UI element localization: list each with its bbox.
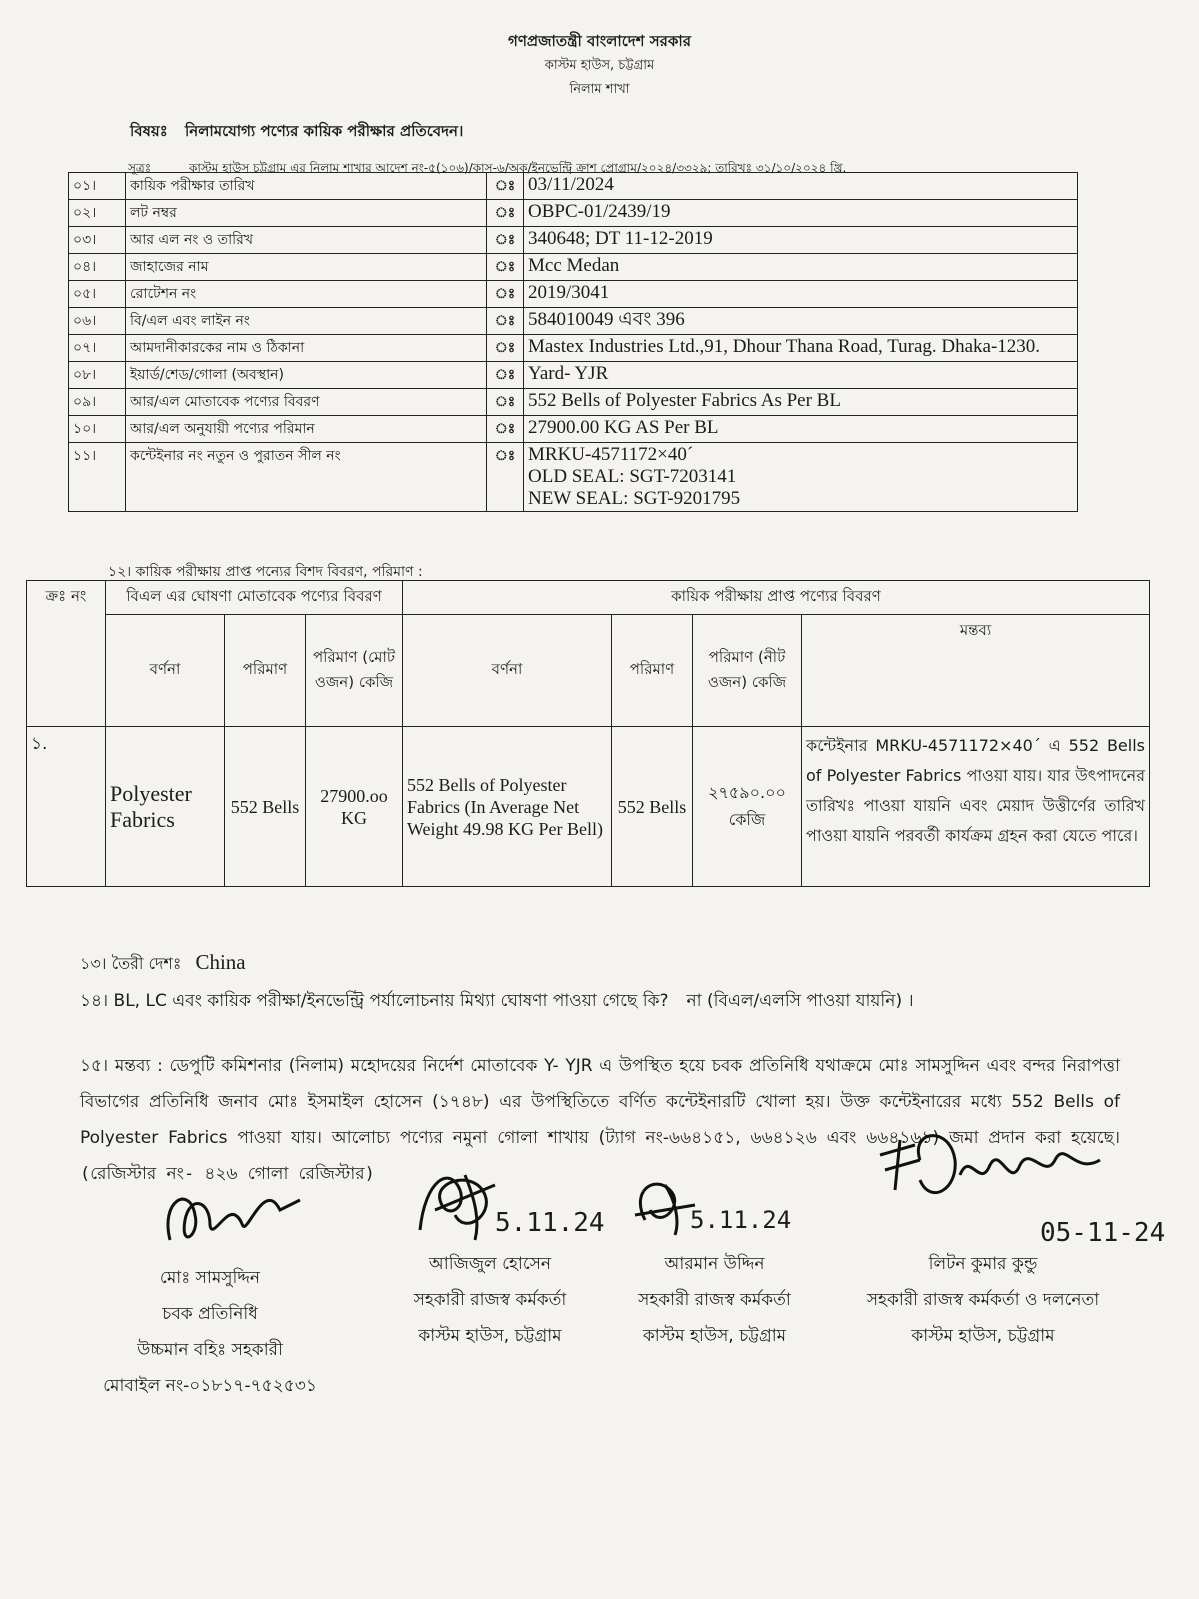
signatory-designation: উচ্চমান বহিঃ সহকারী xyxy=(137,1340,283,1360)
subject-label: বিষয়ঃ xyxy=(130,122,168,140)
col-remark: মন্তব্য xyxy=(802,615,1150,727)
col-bl-weight: পরিমাণ (মোট ওজন) কেজি xyxy=(306,615,403,727)
signatory-name: আজিজুল হোসেন xyxy=(428,1254,552,1274)
info-label: বি/এল এবং লাইন নং xyxy=(126,308,487,335)
info-sl: ০২। xyxy=(69,200,126,227)
info-label: আর/এল অনুযায়ী পণ্যের পরিমান xyxy=(126,416,487,443)
signatory-office: কাস্টম হাউস, চট্টগ্রাম xyxy=(911,1326,1055,1346)
col-found-group: কায়িক পরীক্ষায় প্রাপ্ত পণ্যের বিবরণ xyxy=(403,581,1150,615)
info-value: 340648; DT 11-12-2019 xyxy=(524,227,1078,254)
info-sl: ০৩। xyxy=(69,227,126,254)
info-table xyxy=(68,172,1078,512)
remarks-text: ১৫। মন্তব্য : ডেপুটি কমিশনার (নিলাম) মহোদয়ের নির্দেশ মোতাবেক Y- YJR এ উপস্থিত হয়ে চবক প্রতিনিধি যথাক্রমে মোঃ সামসুদ্দিন এবং বন্দর নিরাপত্তা বিভাগের প্রতিনিধি জনাব মোঃ ইসমাইল হোসেন (১৭৪৮) এর উপস্থিতিতে বর্ণিত কন্টেইনারটি খোলা হয়। উক্ত কন্টেইনারের মধ্যে 552 Bells of Polyester Fabrics পাওয়া যায়। আলোচ্য পণ্যের নমুনা গোলা শাখায় (ট্যাগ নং-৬৬৪১৫১, ৬৬৪১২৬ এবং ৬৬৪১৬১) জমা প্রদান করা হয়েছে। xyxy=(80,1056,1120,1148)
header-section: নিলাম শাখা xyxy=(569,82,630,97)
row-bl-weight: 27900.oo KG xyxy=(306,727,403,887)
info-row xyxy=(69,443,1078,512)
info-value: 584010049 এবং 396 xyxy=(524,308,1078,335)
signatory-name: মোঃ সামসুদ্দিন xyxy=(159,1268,261,1288)
info-row xyxy=(69,308,1078,335)
header-office: কাস্টম হাউস, চট্টগ্রাম xyxy=(544,58,655,73)
info-row xyxy=(69,254,1078,281)
info-sl: ০৬। xyxy=(69,308,126,335)
signatory-role: সহকারী রাজস্ব কর্মকর্তা xyxy=(413,1290,567,1310)
false-declaration-label: ১৪। BL, LC এবং কায়িক পরীক্ষা/ইনভেন্ট্রি পর্যালোচনায় মিথ্যা ঘোষণা পাওয়া গেছে কি? xyxy=(80,991,669,1011)
info-value: Mcc Medan xyxy=(524,254,1078,281)
info-label: আর এল নং ও তারিখ xyxy=(126,227,487,254)
info-label: জাহাজের নাম xyxy=(126,254,487,281)
info-value: Yard- YJR xyxy=(524,362,1078,389)
col-bl-desc: বর্ণনা xyxy=(106,615,225,727)
signatory-office: কাস্টম হাউস, চট্টগ্রাম xyxy=(642,1326,787,1346)
info-sl: ০৯। xyxy=(69,389,126,416)
info-sl: ১০। xyxy=(69,416,126,443)
reference-text: কাস্টম হাউস চট্টগ্রাম এর নিলাম শাখার আদেশ নং-৫(১০৬)/কাস-৬/অক/ইনভেন্ট্রি ক্রাশ প্রোগ্রাম/২০২৪/৩৩২৯; তারিখঃ ৩১/১০/২০২৪ খ্রি. xyxy=(188,161,847,175)
col-bl-qty: পরিমাণ xyxy=(225,615,306,727)
handwritten-register-note: (রেজিস্টার নং- ৪২৬ গোলা রেজিস্টার) xyxy=(80,1164,375,1184)
signatory-mobile: মোবাইল নং-০১৮১৭-৭৫২৫৩১ xyxy=(103,1376,317,1396)
info-colon: ঃ xyxy=(487,389,524,416)
signature-mark-1 xyxy=(150,1180,310,1255)
signature-date-3: 5.11.24 xyxy=(690,1206,792,1234)
info-label: কন্টেইনার নং নতুন ও পুরাতন সীল নং xyxy=(126,443,487,512)
info-value: OBPC-01/2439/19 xyxy=(524,200,1078,227)
false-declaration-value: না (বিএল/এলসি পাওয়া যায়নি) । xyxy=(686,991,914,1011)
info-value-container xyxy=(524,443,1078,512)
info-row xyxy=(69,389,1078,416)
col-net-weight: পরিমাণ (নীট ওজন) কেজি xyxy=(693,615,802,727)
info-row xyxy=(69,200,1078,227)
col-found-qty: পরিমাণ xyxy=(612,615,693,727)
col-bl-group: বিএল এর ঘোষণা মোতাবেক পণ্যের বিবরণ xyxy=(106,581,403,615)
info-value: 552 Bells of Polyester Fabrics As Per BL xyxy=(524,389,1078,416)
info-label: লট নম্বর xyxy=(126,200,487,227)
signatory-office: কাস্টম হাউস, চট্টগ্রাম xyxy=(418,1326,562,1346)
info-colon: ঃ xyxy=(487,362,524,389)
signatory-name: লিটন কুমার কুন্ডু xyxy=(928,1254,1038,1274)
origin-value: China xyxy=(195,950,246,974)
info-colon: ঃ xyxy=(487,200,524,227)
row-bl-qty: 552 Bells xyxy=(225,727,306,887)
signature-block-port xyxy=(60,1260,360,1404)
signature-date-4: 05-11-24 xyxy=(1040,1218,1166,1248)
info-colon: ঃ xyxy=(487,173,524,200)
info-label: আমদানীকারকের নাম ও ঠিকানা xyxy=(126,335,487,362)
info-sl: ১১। xyxy=(69,443,126,512)
signature-mark-4 xyxy=(860,1120,1110,1215)
info-colon: ঃ xyxy=(487,416,524,443)
info-sl: ০৪। xyxy=(69,254,126,281)
row-found-desc: 552 Bells of Polyester Fabrics (In Average Net Weight 49.98 KG Per Bell) xyxy=(403,727,612,887)
info-value: Mastex Industries Ltd.,91, Dhour Thana Road, Turag. Dhaka-1230. xyxy=(524,335,1078,362)
signatory-name: আরমান উদ্দিন xyxy=(664,1254,765,1274)
signatory-role: সহকারী রাজস্ব কর্মকর্তা xyxy=(638,1290,791,1310)
info-colon: ঃ xyxy=(487,227,524,254)
info-sl: ০৮। xyxy=(69,362,126,389)
line-13-origin xyxy=(80,950,246,978)
info-colon: ঃ xyxy=(487,335,524,362)
info-value: 2019/3041 xyxy=(524,281,1078,308)
line-14-false-declaration xyxy=(80,988,914,1016)
row-net-weight: ২৭৫৯০.০০ কেজি xyxy=(693,727,802,887)
info-label: কায়িক পরীক্ষার তারিখ xyxy=(126,173,487,200)
info-value: 03/11/2024 xyxy=(524,173,1078,200)
item-12-heading: ১২। কায়িক পরীক্ষায় প্রাপ্ত পন্যের বিশদ বিবরণ, পরিমাণ : xyxy=(108,564,423,580)
subject-line xyxy=(130,120,463,145)
signatory-role: চবক প্রতিনিধি xyxy=(162,1304,258,1324)
old-seal: OLD SEAL: SGT-7203141 xyxy=(528,466,737,487)
row-remark: কন্টেইনার MRKU-4571172×40´ এ 552 Bells of Polyester Fabrics পাওয়া যায়। যার উৎপাদনের তারিখঃ পাওয়া যায়নি এবং মেয়াদ উত্তীর্ণের তারিখ পাওয়া যায়নি পরবর্তী কার্যক্রম গ্রহন করা যেতে পারে। xyxy=(802,727,1150,887)
info-row xyxy=(69,362,1078,389)
info-row xyxy=(69,335,1078,362)
row-sl: ১. xyxy=(27,727,106,887)
signature-block-team-leader xyxy=(838,1246,1128,1354)
signature-block-aro-1 xyxy=(385,1246,595,1354)
info-sl: ০৫। xyxy=(69,281,126,308)
subject-text: নিলামযোগ্য পণ্যের কায়িক পরীক্ষার প্রতিবেদন। xyxy=(184,122,464,140)
col-found-desc: বর্ণনা xyxy=(403,615,612,727)
container-number: MRKU-4571172×40´ xyxy=(528,444,694,465)
info-colon: ঃ xyxy=(487,254,524,281)
reference-label: সূত্রঃ xyxy=(128,161,152,175)
info-row xyxy=(69,416,1078,443)
info-label: ইয়ার্ড/শেড/গোলা (অবস্থান) xyxy=(126,362,487,389)
signature-date-2: 5.11.24 xyxy=(495,1208,605,1238)
info-row xyxy=(69,173,1078,200)
row-bl-desc: Polyester Fabrics xyxy=(106,727,225,887)
info-value: 27900.00 KG AS Per BL xyxy=(524,416,1078,443)
info-colon: ঃ xyxy=(487,443,524,512)
header-government: গণপ্রজাতন্ত্রী বাংলাদেশ সরকার xyxy=(508,32,691,50)
row-found-qty: 552 Bells xyxy=(612,727,693,887)
info-label: রোটেশন নং xyxy=(126,281,487,308)
info-sl: ০১। xyxy=(69,173,126,200)
new-seal: NEW SEAL: SGT-9201795 xyxy=(528,488,741,509)
goods-table xyxy=(26,580,1150,887)
info-label: আর/এল মোতাবেক পণ্যের বিবরণ xyxy=(126,389,487,416)
signatory-role: সহকারী রাজস্ব কর্মকর্তা ও দলনেতা xyxy=(866,1290,1100,1310)
table-row xyxy=(27,727,1150,887)
info-colon: ঃ xyxy=(487,308,524,335)
info-row xyxy=(69,227,1078,254)
signature-block-aro-2 xyxy=(612,1246,817,1354)
info-colon: ঃ xyxy=(487,281,524,308)
info-sl: ০৭। xyxy=(69,335,126,362)
col-sl: ক্রঃ নং xyxy=(27,581,106,727)
origin-label: ১৩। তৈরী দেশঃ xyxy=(80,954,182,973)
info-row xyxy=(69,281,1078,308)
